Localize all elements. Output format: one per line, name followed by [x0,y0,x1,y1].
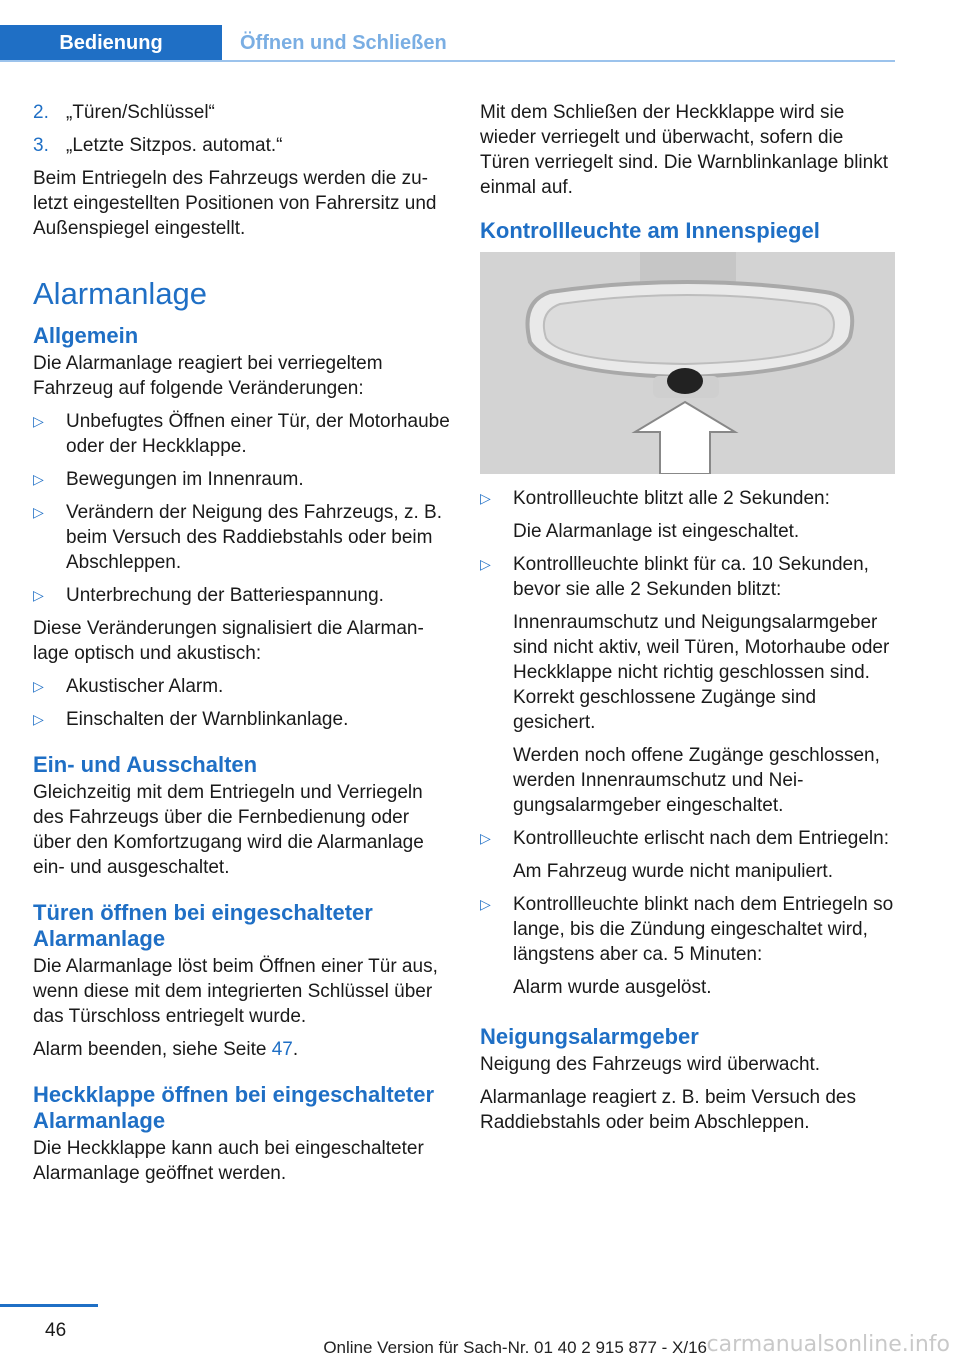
paragraph: Neigung des Fahrzeugs wird überwacht. [480,1054,821,1075]
alarm-text-end: . [292,1039,299,1060]
paragraph: Die Alarmanlage löst beim Öffnen einer Tür aus, wenn diese mit dem integrierten Schlüssel über das Türschloss entriegelt wurde. [33,956,438,1027]
list-item-text: Verändern der Neigung des Fahrzeugs, z. B. beim Versuch des Raddiebstahls oder beim Abschleppen. [66,502,443,573]
list-item-text: Kontrollleuchte blinkt für ca. 10 Sekunden, bevor sie alle 2 Sekunden blitzt: [513,554,869,600]
tab-oeffnen-schliessen[interactable]: Öffnen und Schließen [240,31,447,54]
list-item-detail: Die Alarmanlage ist eingeschaltet. [513,521,800,542]
right-column [480,100,895,1143]
page-number: 46 [45,1320,67,1341]
list-item [480,826,895,884]
mirror-figure [480,252,895,474]
triangle-right-icon: ▷ [33,587,44,603]
list-item-text: Unbefugtes Öffnen einer Tür, der Motorhaube oder der Heckklappe. [66,411,450,457]
paragraph: Alarmanlage reagiert z. B. beim Versuch des Raddiebstahls oder beim Abschleppen. [480,1087,856,1133]
triangle-right-icon: ▷ [480,830,491,846]
list-item-text: Akustischer Alarm. [66,676,224,697]
subsection-title-heckklappe: Heckklappe öffnen bei eingeschalteter Alarmanlage [33,1082,435,1133]
item-number: 2. [33,102,49,123]
paragraph: Die Alarmanlage reagiert bei verriegeltem Fahrzeug auf folgende Veränderungen: [33,353,383,399]
list-item [33,500,451,575]
list-item [33,583,451,608]
tab-bedienung[interactable]: Bedienung [0,25,222,61]
header-divider [0,60,895,62]
watermark: carmanualsonline.info [706,1332,950,1357]
left-column [33,100,451,1194]
paragraph: Die Heckklappe kann auch bei eingeschalteter Alarmanlage geöffnet werden. [33,1138,424,1184]
triangle-right-icon: ▷ [480,556,491,572]
triangle-right-icon: ▷ [480,490,491,506]
item-number: 3. [33,135,49,156]
paragraph: Diese Veränderungen signalisiert die Alarmanlage optisch und akustisch: [33,618,424,664]
page-header [0,0,895,62]
triangle-right-icon: ▷ [33,678,44,694]
subsection-title-neigung: Neigungsalarmgeber [480,1024,699,1049]
online-version-text: Online Version für Sach-Nr. 01 40 2 915 877 - X/16 [323,1338,707,1357]
list-item [480,892,895,1000]
triangle-right-icon: ▷ [480,896,491,912]
triangle-right-icon: ▷ [33,504,44,520]
paragraph: Gleichzeitig mit dem Entriegeln und Verriegeln des Fahrzeugs über die Fernbedienung oder über den Komfortzugang wird die Alarmanlage ein- und ausgeschaltet. [33,782,424,878]
item-text: „Letzte Sitzpos. automat.“ [66,135,283,156]
list-item-detail: Am Fahrzeug wurde nicht manipuliert. [513,861,833,882]
list-item-detail: Werden noch offene Zugänge geschlossen, werden Innenraumschutz und Neigungsalarmgeber eingeschaltet. [513,745,880,816]
paragraph-alarm-beenden [33,1037,451,1062]
list-item [480,552,895,818]
subsection-title-tueren: Türen öffnen bei eingeschalteter Alarmanlage [33,900,373,951]
footer-divider [0,1304,98,1307]
alarm-text: Alarm beenden, siehe Seite [33,1039,272,1060]
list-item-text: Einschalten der Warnblinkanlage. [66,709,349,730]
list-item-text: Kontrollleuchte blitzt alle 2 Sekunden: [513,488,830,509]
subsection-title-ein-aus: Ein- und Ausschalten [33,752,258,777]
section-title-alarmanlage: Alarmanlage [33,276,208,311]
list-item-detail: Innenraumschutz und Neigungsalarmgeber sind nicht aktiv, weil Türen, Motorhaube oder Heckklappe nicht richtig geschlossen sind. Korrekt geschlossene Zugänge sind gesichert. [513,612,890,733]
mirror-illustration [480,252,895,474]
list-item [33,467,451,492]
list-item [480,486,895,544]
intro-paragraph: Beim Entriegeln des Fahrzeugs werden die zuletzt eingestellten Positionen von Fahrersitz und Außenspiegel eingestellt. [33,168,437,239]
subsection-title-allgemein: Allgemein [33,323,139,348]
list-item-detail: Alarm wurde ausgelöst. [513,977,712,998]
item-text: „Türen/Schlüssel“ [66,102,215,123]
triangle-right-icon: ▷ [33,471,44,487]
list-item-text: Unterbrechung der Batteriespannung. [66,585,384,606]
subsection-title-kontrollleuchte: Kontrollleuchte am Innenspiegel [480,218,820,243]
list-item [33,674,451,699]
numbered-item [33,100,451,125]
triangle-right-icon: ▷ [33,413,44,429]
page-link[interactable]: 47 [271,1039,293,1060]
triangle-right-icon: ▷ [33,711,44,727]
list-item [33,707,451,732]
numbered-item [33,133,451,158]
list-item-text: Bewegungen im Innenraum. [66,469,304,490]
list-item-text: Kontrollleuchte blinkt nach dem Entriegeln so lange, bis die Zündung eingeschaltet wird, längstens aber ca. 5 Minuten: [513,894,894,965]
list-item [33,409,451,459]
intro-paragraph: Mit dem Schließen der Heckklappe wird sie wieder verriegelt und überwacht, sofern die Türen verriegelt sind. Die Warnblinkanlage blinkt einmal auf. [480,102,888,198]
list-item-text: Kontrollleuchte erlischt nach dem Entriegeln: [513,828,889,849]
